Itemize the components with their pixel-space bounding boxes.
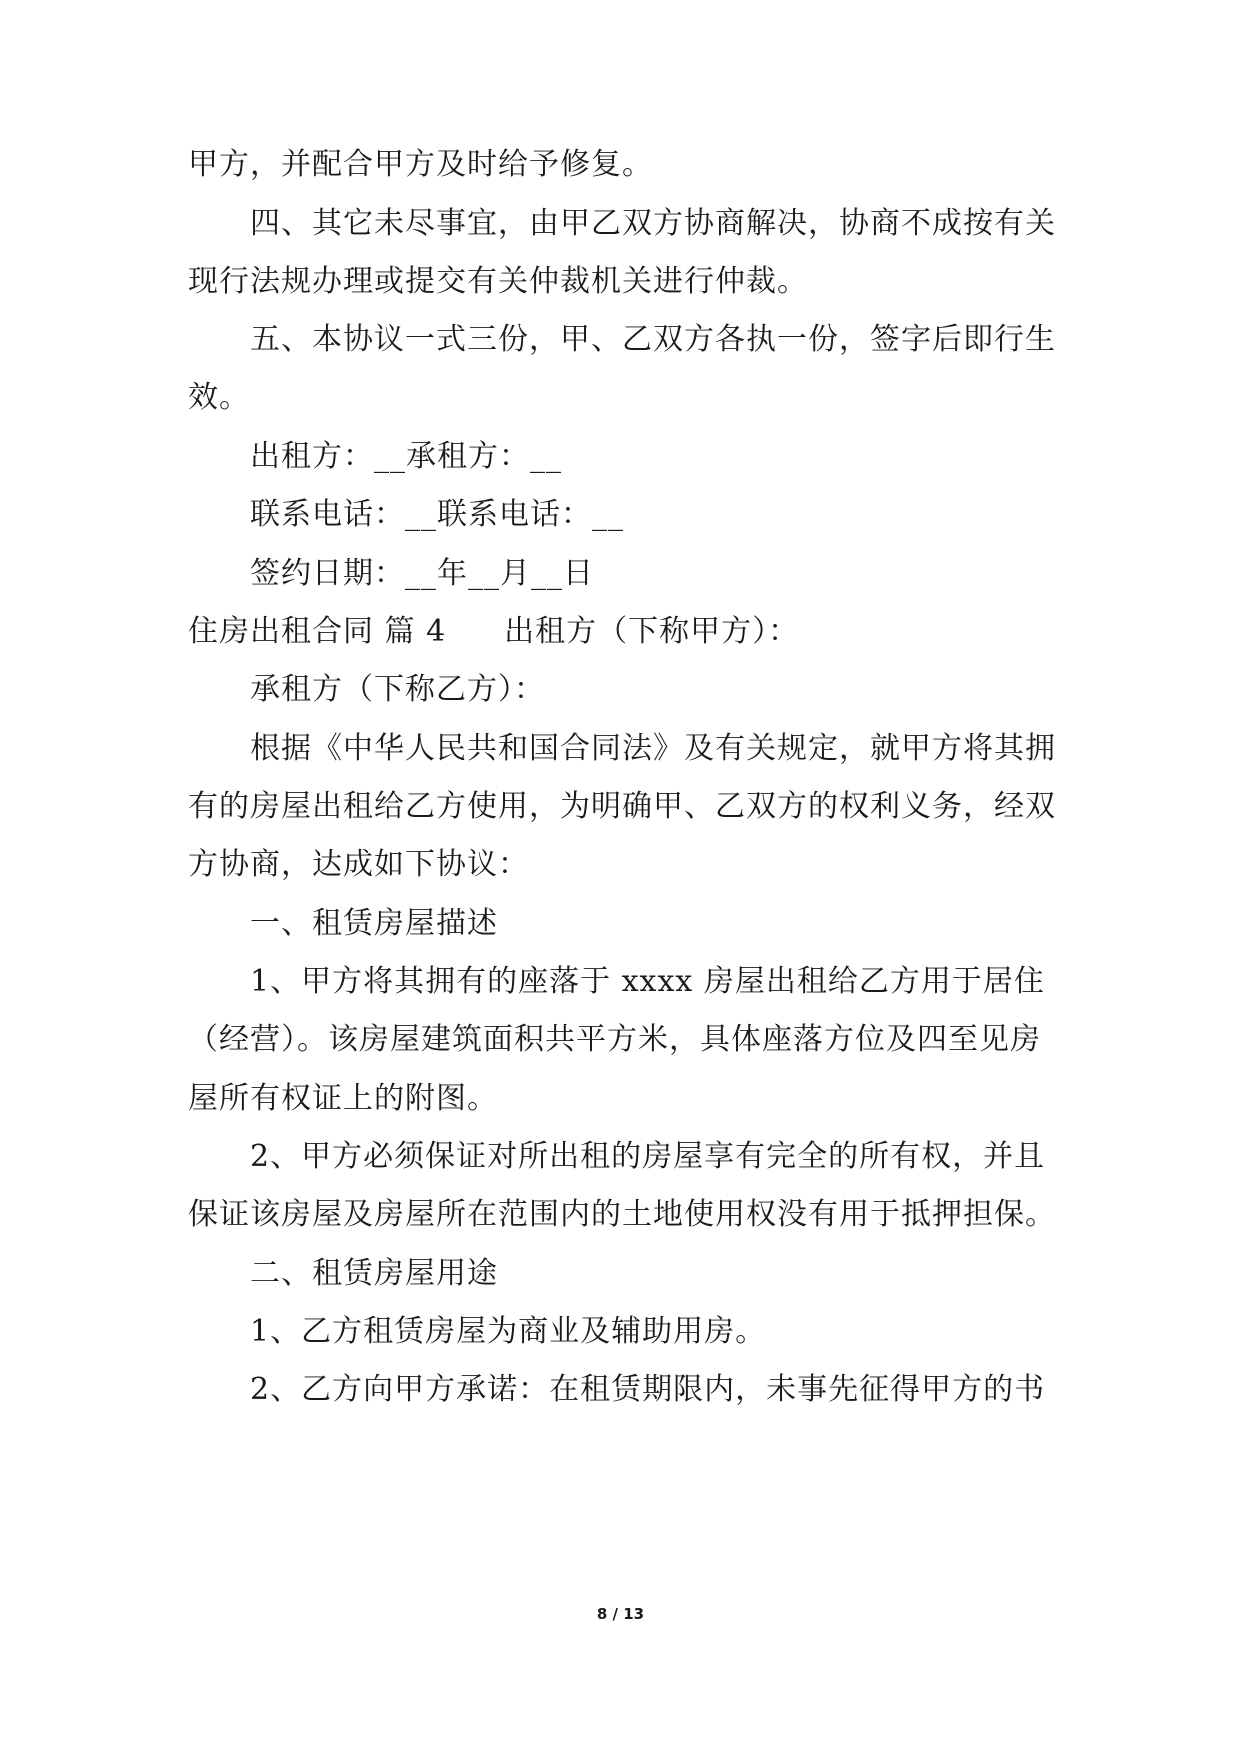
subheading-line: 一、租赁房屋描述 xyxy=(250,906,498,941)
paragraph-line: 现行法规办理或提交有关仲裁机关进行仲裁。 xyxy=(188,264,808,299)
paragraph-line: 根据《中华人民共和国合同法》及有关规定，就甲方将其拥 xyxy=(250,731,1056,766)
paragraph-line: 保证该房屋及房屋所在范围内的土地使用权没有用于抵押担保。 xyxy=(188,1197,1056,1232)
subheading-line: 二、租赁房屋用途 xyxy=(250,1256,498,1291)
date-line: 签约日期：__年__月__日 xyxy=(250,556,594,591)
paragraph-line: 1、乙方租赁房屋为商业及辅助用房。 xyxy=(250,1314,767,1349)
paragraph-line: 有的房屋出租给乙方使用，为明确甲、乙双方的权利义务，经双 xyxy=(188,789,1056,824)
page-number: 8 / 13 xyxy=(596,1605,645,1623)
paragraph-line: 五、本协议一式三份，甲、乙双方各执一份，签字后即行生 xyxy=(250,322,1056,357)
section-heading-text: 出租方（下称甲方）： xyxy=(504,614,800,649)
paragraph-line: （经营）。该房屋建筑面积共平方米，具体座落方位及四至见房 xyxy=(188,1022,1041,1057)
signature-line: 出租方：__承租方：__ xyxy=(250,439,562,474)
contact-line: 联系电话：__联系电话：__ xyxy=(250,497,624,532)
paragraph-line: 屋所有权证上的附图。 xyxy=(188,1081,498,1116)
paragraph-line: 四、其它未尽事宜，由甲乙双方协商解决，协商不成按有关 xyxy=(250,206,1056,241)
paragraph-line: 承租方（下称乙方）： xyxy=(250,672,545,707)
paragraph-line: 效。 xyxy=(188,380,250,415)
paragraph-line: 1、甲方将其拥有的座落于 xxxx 房屋出租给乙方用于居住 xyxy=(250,964,1045,999)
paragraph-line: 方协商，达成如下协议： xyxy=(188,847,529,882)
paragraph-line: 甲方，并配合甲方及时给予修复。 xyxy=(188,147,653,182)
paragraph-line: 2、甲方必须保证对所出租的房屋享有完全的所有权，并且 xyxy=(250,1139,1046,1174)
paragraph-line: 2、乙方向甲方承诺：在租赁期限内，未事先征得甲方的书 xyxy=(250,1372,1046,1407)
section-title: 住房出租合同 篇 4 xyxy=(188,614,447,649)
section-heading xyxy=(188,612,799,652)
